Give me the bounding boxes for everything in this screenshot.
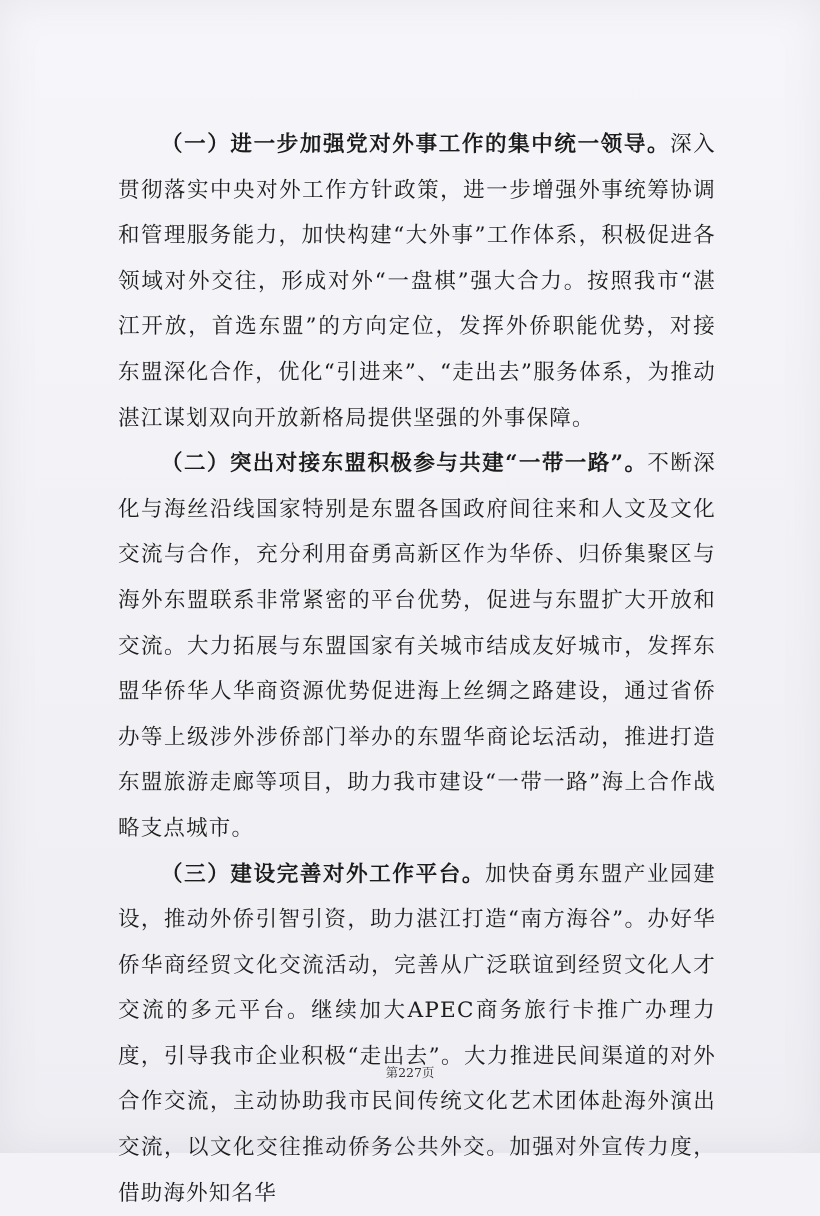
- paragraph-3-heading: （三）建设完善对外工作平台。: [161, 862, 485, 887]
- paragraph-1-heading: （一）进一步加强党对外事工作的集中统一领导。: [161, 132, 670, 157]
- page-number: 第227页: [0, 1063, 820, 1081]
- paragraph-1-text: 深入贯彻落实中央对外工作方针政策，进一步增强外事统筹协调和管理服务能力，加快构建“大外事”工作体系，积极促进各领域对外交往，形成对外“一盘棋”强大合力。按照我市“湛江开放，首选东盟”的方向定位，发挥外侨职能优势，对接东盟深化合作，优化“引进来”、“走出去”服务体系，为推动湛江谋划双向开放新格局提供坚强的外事保障。: [118, 132, 716, 431]
- paragraph-2-heading: （二）突出对接东盟积极参与共建“一带一路”。: [161, 451, 647, 476]
- document-body: [118, 122, 716, 1216]
- paragraph-3-text: 加快奋勇东盟产业园建设，推动外侨引智引资，助力湛江打造“南方海谷”。办好华侨华商经贸文化交流活动，完善从广泛联谊到经贸文化人才交流的多元平台。继续加大APEC商务旅行卡推广办理力度，引导我市企业积极“走出去”。大力推进民间渠道的对外合作交流，主动协助我市民间传统文化艺术团体赴海外演出交流，以文化交往推动侨务公共外交。加强对外宣传力度，借助海外知名华: [118, 862, 716, 1206]
- paragraph-2-text: 不断深化与海丝沿线国家特别是东盟各国政府间往来和人文及文化交流与合作，充分利用奋勇高新区作为华侨、归侨集聚区与海外东盟联系非常紧密的平台优势，促进与东盟扩大开放和交流。大力拓展与东盟国家有关城市结成友好城市，发挥东盟华侨华人华商资源优势促进海上丝绸之路建设，通过省侨办等上级涉外涉侨部门举办的东盟华商论坛活动，推进打造东盟旅游走廊等项目，助力我市建设“一带一路”海上合作战略支点城市。: [118, 451, 716, 841]
- paragraph-2: [118, 441, 716, 851]
- paragraph-1: [118, 122, 716, 441]
- paragraph-3: [118, 852, 716, 1216]
